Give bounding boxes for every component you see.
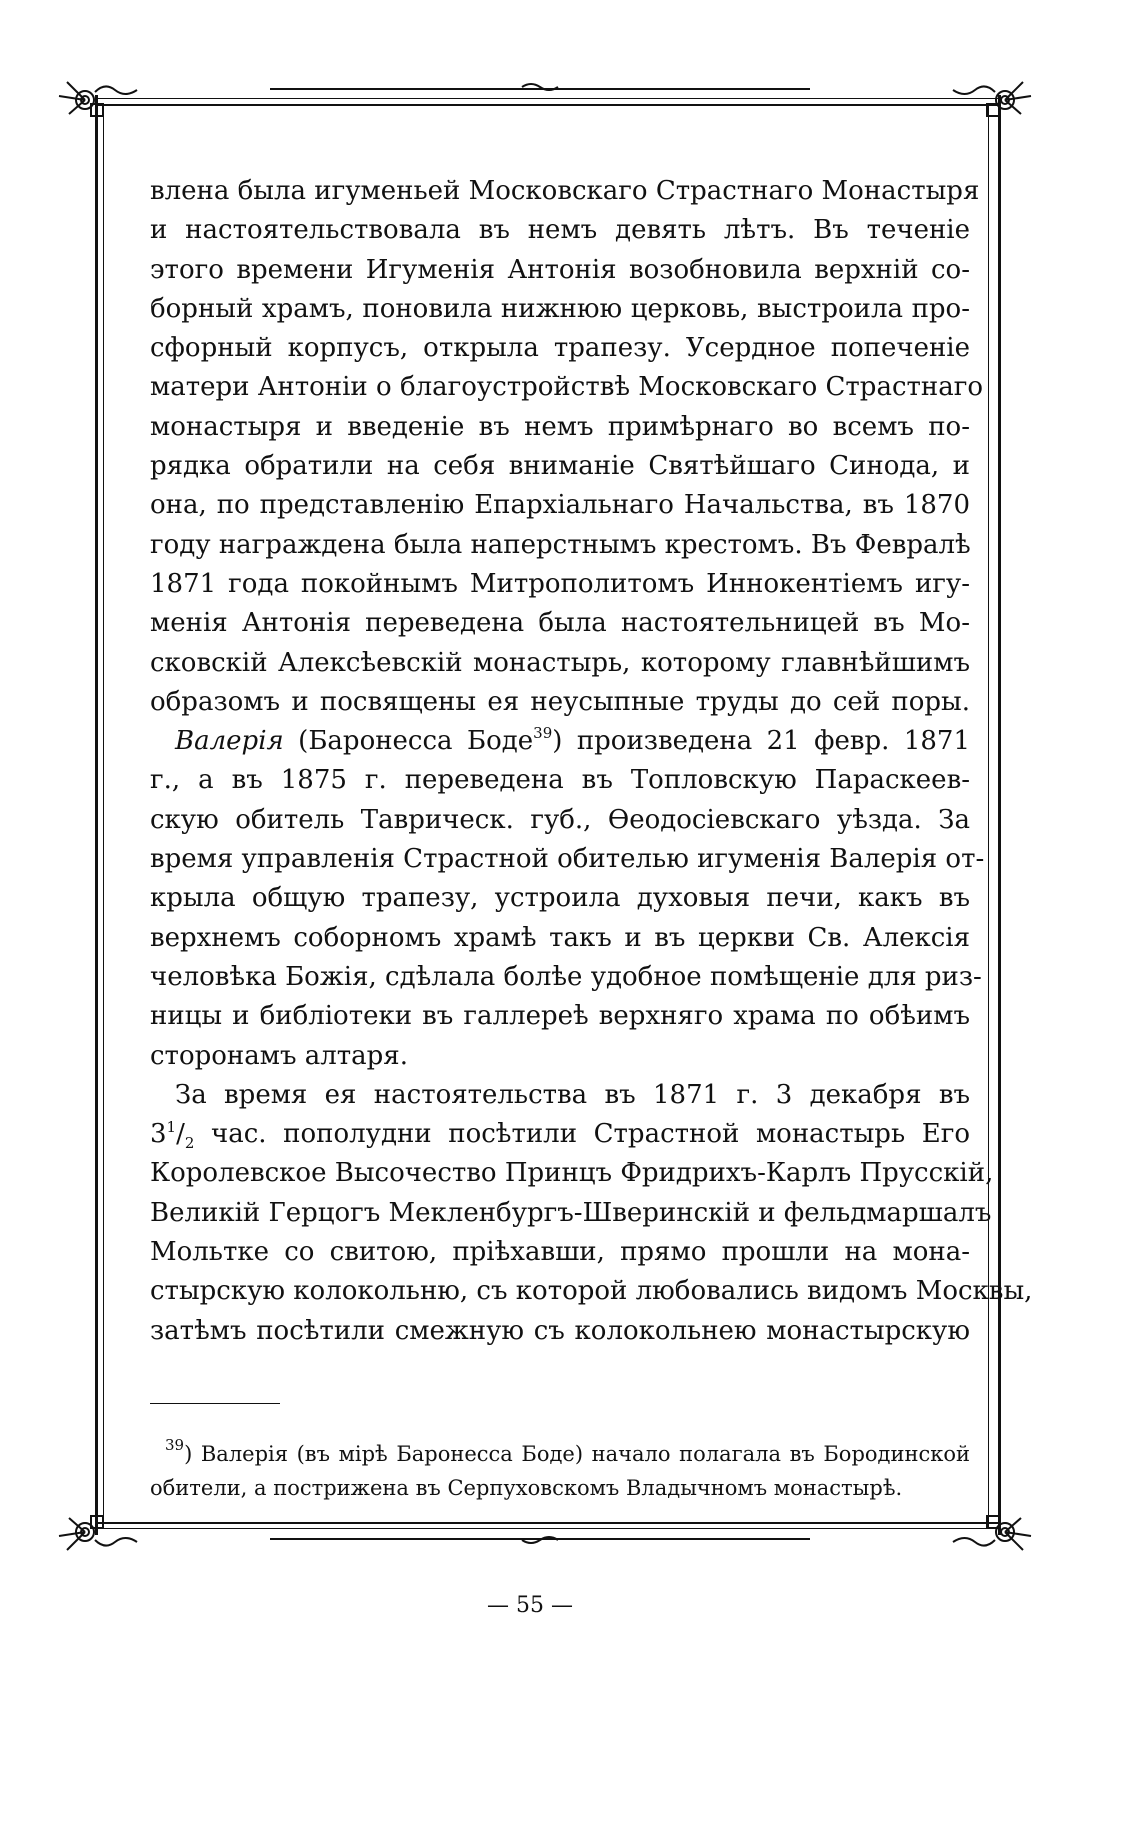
ornament-top-center-icon — [520, 80, 560, 94]
text-line: монастыря и введеніе въ немъ примѣрнаго во всемъ по- — [150, 411, 970, 442]
text-line: затѣмъ посѣтили смежную съ колокольнею монастырскую — [150, 1315, 970, 1346]
ornament-top-right-icon — [945, 62, 1035, 132]
text-line: влена была игуменьей Московскаго Страстнаго Монастыря — [150, 176, 980, 206]
text-line: борный храмъ, поновила нижнюю церковь, выстроила про- — [150, 293, 970, 324]
ornament-bottom-left-icon — [55, 1500, 145, 1570]
text-line: она, по представленію Епархіальнаго Начальства, въ 1870 — [150, 490, 970, 521]
valeria-first-line — [150, 722, 970, 761]
bottom-rule-thin — [95, 1528, 998, 1529]
fraction-whole: 3 — [150, 1119, 167, 1150]
text-line: Мольтке со свитою, пріѣхавши, прямо прошли на мона- — [150, 1237, 970, 1268]
text-line: 1871 года покойнымъ Митрополитомъ Иннокентіемъ игу- — [150, 568, 970, 599]
text-line: ницы и библіотеки въ галлереѣ верхняго храма по обѣимъ — [150, 1001, 970, 1032]
text-line: и настоятельствовала въ немъ девять лѣтъ. Въ теченіе — [150, 215, 970, 246]
footnote-marker: 39 — [165, 1436, 185, 1454]
valeria-first-pre: (Баронесса Боде — [298, 726, 534, 757]
footnote — [150, 1437, 970, 1505]
ornament-top-left-icon — [55, 62, 145, 132]
ornament-bottom-right-icon — [945, 1500, 1035, 1570]
fraction-numerator: 1 — [166, 1118, 177, 1137]
text-line: году награждена была наперстнымъ крестомъ. Въ Февралѣ — [150, 529, 971, 560]
text-line: матери Антоніи о благоустройствѣ Московскаго Страстнаго — [150, 372, 983, 403]
text-line: стырскую колокольню, съ которой любовались видомъ Москвы, — [150, 1276, 1033, 1307]
ornament-bottom-center-icon — [520, 1533, 560, 1547]
text-line: человѣка Божія, сдѣлала болѣе удобное помѣщеніе для риз- — [150, 961, 982, 992]
valeria-name: Валерія — [175, 726, 284, 757]
text-line: верхнемъ соборномъ храмѣ такъ и въ церкви Св. Алексія — [150, 922, 970, 953]
page-number: — 55 — — [487, 1593, 573, 1618]
text-line: менія Антонія переведена была настоятельницей въ Мо- — [150, 608, 970, 639]
text-line: этого времени Игуменія Антонія возобновила верхній со- — [150, 254, 970, 285]
text-line: Королевское Высочество Принцъ Фридрихъ-Карлъ Прусскій, — [150, 1158, 994, 1189]
text-line: рядка обратили на себя вниманіе Святѣйшаго Синода, и — [150, 451, 970, 482]
text-line: образомъ и посвящены ея неусыпные труды до сей поры. — [150, 686, 970, 717]
top-rule-thin — [95, 98, 998, 99]
text-line: сковскій Алексѣевскій монастырь, которому главнѣйшимъ — [150, 647, 970, 678]
text-line: Великій Герцогъ Мекленбургъ-Шверинскій и фельдмаршалъ — [150, 1197, 992, 1228]
text-line: сторонамъ алтаря. — [150, 1040, 408, 1071]
text-line: г., а въ 1875 г. переведена въ Топловскую Параскеев- — [150, 765, 970, 796]
bottom-rule-inner — [95, 1522, 998, 1524]
fraction-denominator: 2 — [184, 1134, 195, 1153]
text-line: сфорный корпусъ, открыла трапезу. Усердное попеченіе — [150, 333, 970, 364]
footnote-line: обители, а пострижена въ Серпуховскомъ Владычномъ монастырѣ. — [150, 1476, 903, 1500]
top-rule-inner — [95, 104, 998, 106]
valeria-first-post: ) произведена 21 февр. 1871 — [552, 726, 971, 757]
footnote-line — [150, 1437, 970, 1471]
footnote-divider — [150, 1403, 280, 1404]
footnote-ref: 39 — [533, 724, 553, 743]
text-line: За время ея настоятельства въ 1871 г. 3 декабря въ — [175, 1079, 970, 1110]
footnote-text: ) Валерія (въ мірѣ Баронесса Боде) начало полагала въ Бородинской — [184, 1442, 970, 1466]
visit-second-line: $3^1/_2$ час. пополудни посѣтили Страстной монастырь Его — [150, 1118, 970, 1153]
text-line: крыла общую трапезу, устроила духовыя печи, какъ въ — [150, 883, 970, 914]
text-line: скую обитель Таврическ. губ., Ѳеодосіевскаго уѣзда. За — [150, 804, 970, 835]
body-text — [150, 172, 1033, 1351]
visit-second-rest: час. пополудни посѣтили Страстной монастырь Его — [194, 1119, 970, 1150]
text-line: время управленія Страстной обителью игуменія Валерія от- — [150, 844, 985, 875]
